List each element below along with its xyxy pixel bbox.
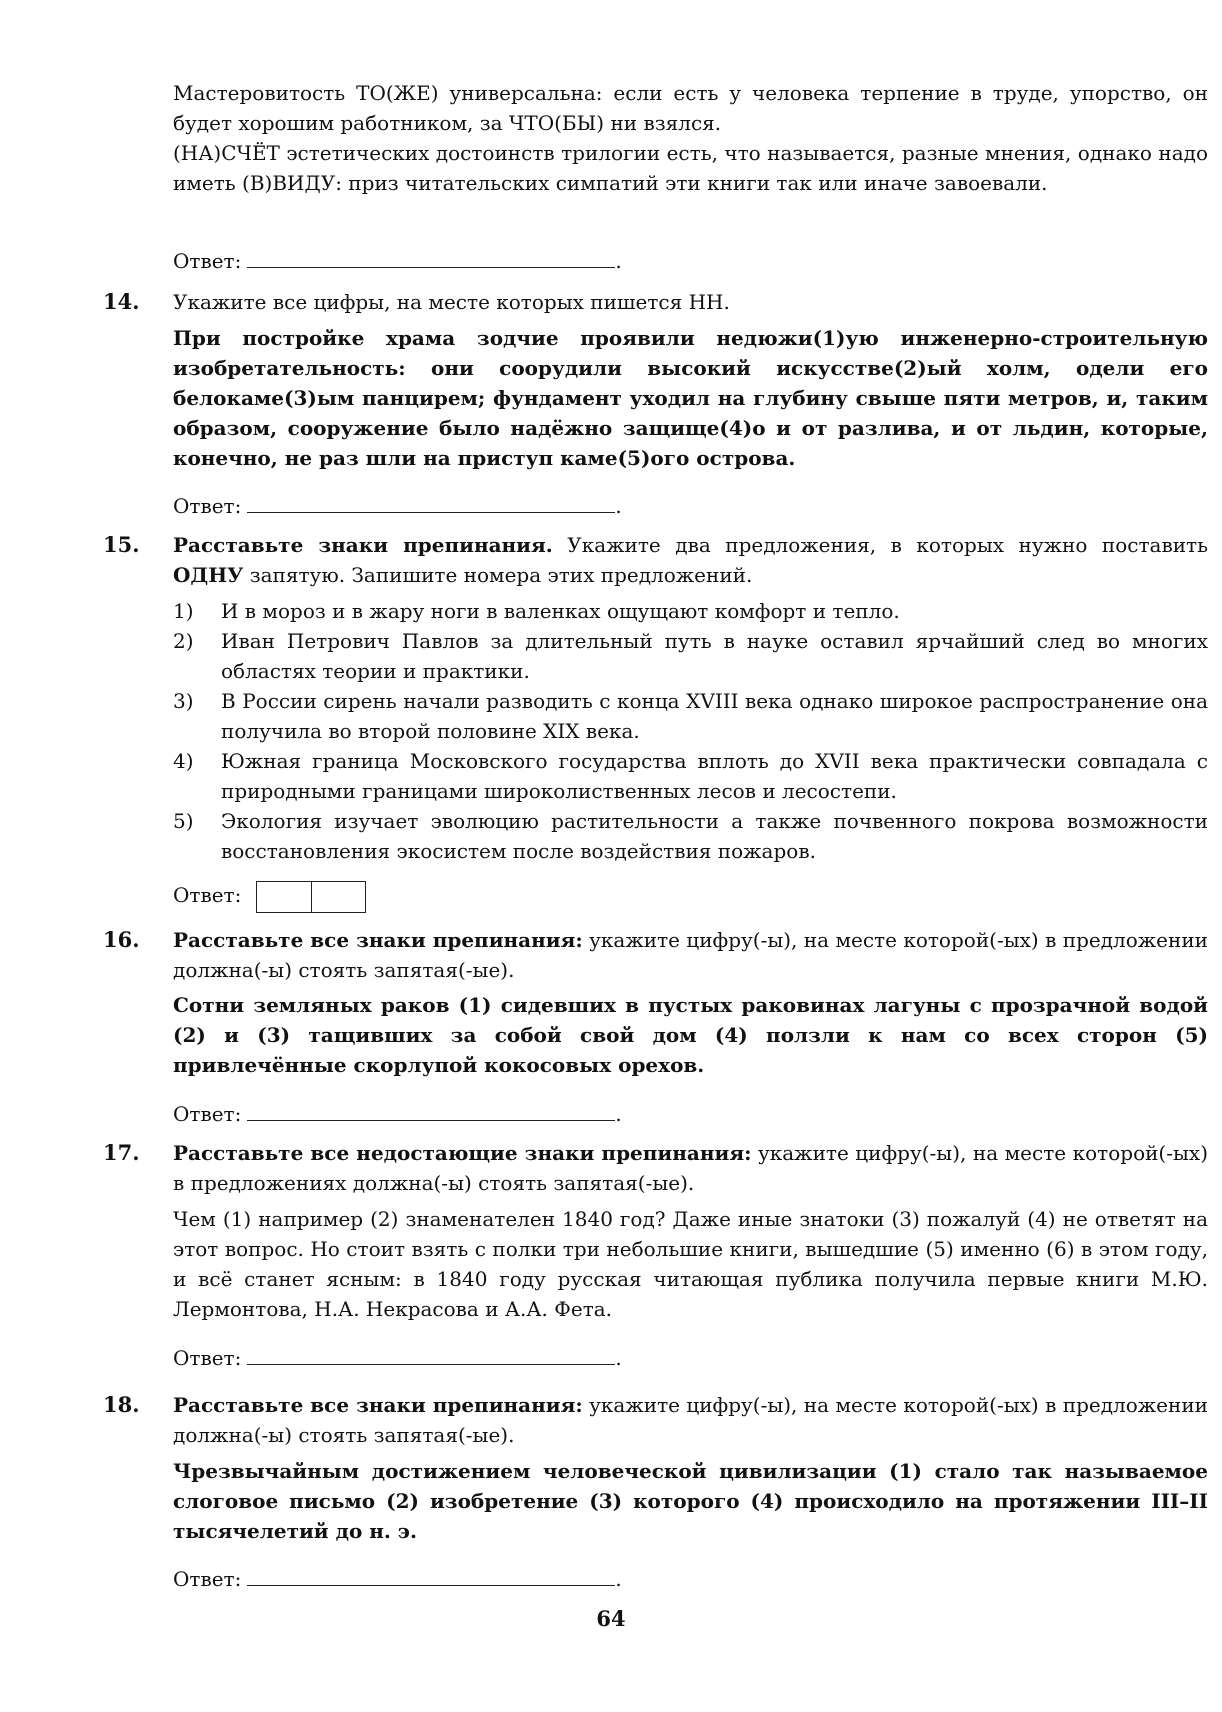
answer-label: Ответ:: [173, 1102, 242, 1126]
task-17-instruction: Расставьте все недостающие знаки препинания: укажите цифру(-ы), на месте которой(-ых) в предложениях должна(-ы) стоять запятая(-ые).: [173, 1141, 1208, 1195]
list-item: 5) Экология изучает эволюцию растительности а также почвенного покрова возможности восстановления экосистем после воздействия пожаров.: [173, 809, 1208, 863]
answer-label: Ответ:: [173, 494, 242, 518]
task-number-15: 15.: [103, 532, 140, 557]
answer-label: Ответ:: [173, 249, 242, 273]
task-number-14: 14.: [103, 289, 140, 314]
answer-label: Ответ:: [173, 1346, 242, 1370]
task-15-answer: [173, 880, 366, 913]
answer-line[interactable]: [247, 1563, 615, 1586]
answer-line[interactable]: [247, 1098, 615, 1121]
task-number-16: 16.: [103, 927, 140, 952]
task-15-instruction: Расставьте знаки препинания. Укажите два предложения, в которых нужно поставить ОДНУ запятую. Запишите номера этих предложений.: [173, 533, 1208, 587]
task-16-instruction: Расставьте все знаки препинания: укажите цифру(-ы), на месте которой(-ых) в предложении должна(-ы) стоять запятая(-ые).: [173, 928, 1208, 982]
answer-boxes: [256, 881, 366, 913]
task-14-text: При постройке храма зодчие проявили недюжи(1)ую инженерно-строительную изобретательность: они соорудили высокий искусстве(2)ый холм, одели его белокаме(3)ым панцирем; фундамент уходил на глубину свыше пяти метров, и, таким образом, сооружение было надёжно защище(4)о и от разлива, и от льдин, которые, конечно, не раз шли на приступ каме(5)ого острова.: [173, 326, 1208, 470]
task-18-answer: Ответ: .: [173, 1563, 622, 1594]
task-18-instruction: Расставьте все знаки препинания: укажите цифру(-ы), на месте которой(-ых) в предложении должна(-ы) стоять запятая(-ые).: [173, 1393, 1208, 1447]
answer-box-1[interactable]: [257, 882, 311, 912]
list-item: 3) В России сирень начали разводить с конца XVIII века однако широкое распространение она получила во второй половине XIX века.: [173, 689, 1208, 743]
answer-label: Ответ:: [173, 1567, 242, 1591]
answer-line[interactable]: [247, 490, 615, 513]
list-item: 1) И в мороз и в жару ноги в валенках ощущают комфорт и тепло.: [173, 599, 900, 623]
task-14-instruction: Укажите все цифры, на месте которых пишется НН.: [173, 290, 730, 314]
task-14-answer: Ответ: .: [173, 490, 622, 521]
page-number: 64: [596, 1606, 626, 1631]
task-17-answer: Ответ: .: [173, 1342, 622, 1373]
task-number-18: 18.: [103, 1392, 140, 1417]
intro-answer: Ответ: .: [173, 245, 622, 276]
task-17-text: Чем (1) например (2) знаменателен 1840 год? Даже иные знатоки (3) пожалуй (4) не ответят на этот вопрос. Но стоит взять с полки три небольшие книги, вышедшие (5) именно (6) в этом году, и всё станет ясным: в 1840 году русская читающая публика получила первые книги М.Ю. Лермонтова, Н.А. Некрасова и А.А. Фета.: [173, 1207, 1208, 1321]
task-18-text: Чрезвычайным достижением человеческой цивилизации (1) стало так называемое слоговое письмо (2) изобретение (3) которого (4) происходило на протяжении III–II тысячелетий до н. э.: [173, 1459, 1208, 1543]
task-number-17: 17.: [103, 1140, 140, 1165]
intro-paragraph-1: Мастеровитость ТО(ЖЕ) универсальна: если есть у человека терпение в труде, упорство, он будет хорошим работником, за ЧТО(БЫ) ни взялся.: [173, 81, 1208, 135]
answer-line[interactable]: [247, 245, 615, 268]
answer-line[interactable]: [247, 1342, 615, 1365]
answer-box-2[interactable]: [311, 882, 365, 912]
task-16-answer: Ответ: .: [173, 1098, 622, 1129]
task-16-text: Сотни земляных раков (1) сидевших в пустых раковинах лагуны с прозрачной водой (2) и (3) тащивших за собой свой дом (4) ползли к нам со всех сторон (5) привлечённые скорлупой кокосовых орехов.: [173, 993, 1208, 1077]
list-item: 2) Иван Петрович Павлов за длительный путь в науке оставил ярчайший след во многих областях теории и практики.: [173, 629, 1208, 683]
list-item: 4) Южная граница Московского государства вплоть до XVII века практически совпадала с природными границами широколиственных лесов и лесостепи.: [173, 749, 1208, 803]
intro-paragraph-2: (НА)СЧЁТ эстетических достоинств трилогии есть, что называется, разные мнения, однако надо иметь (В)ВИДУ: приз читательских симпатий эти книги так или иначе завоевали.: [173, 141, 1208, 195]
answer-label: Ответ:: [173, 883, 242, 907]
